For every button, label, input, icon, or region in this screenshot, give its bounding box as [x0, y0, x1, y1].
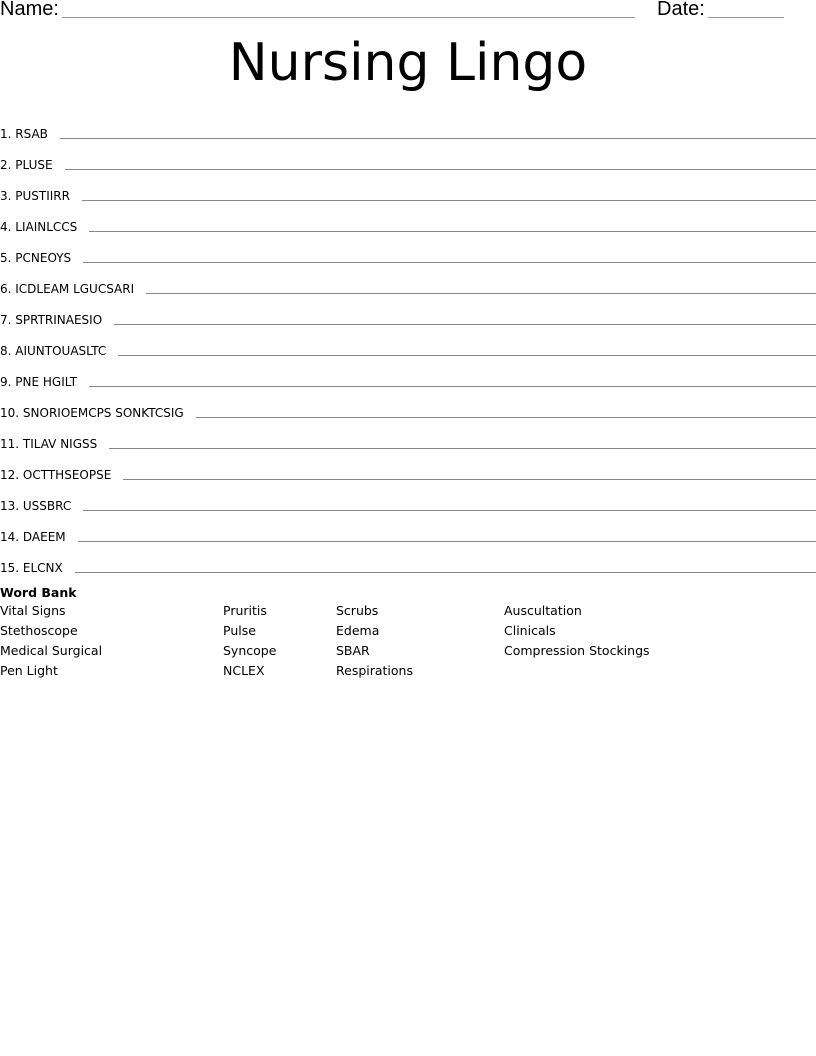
question-text: 4. LIAINLCCS — [0, 220, 78, 234]
word-bank-item: Syncope — [223, 643, 277, 658]
question-text: 3. PUSTIIRR — [0, 189, 70, 203]
question-text: 7. SPRTRINAESIO — [0, 313, 103, 327]
answer-line[interactable] — [60, 137, 816, 139]
word-bank-item: SBAR — [336, 643, 370, 658]
question-row — [0, 327, 816, 358]
word-bank-item — [504, 664, 704, 684]
word-bank-item: Vital Signs — [0, 603, 66, 618]
question-text: 2. PLUSE — [0, 158, 53, 172]
answer-line[interactable] — [89, 230, 816, 232]
word-bank-item: Clinicals — [504, 623, 556, 638]
word-bank — [0, 585, 816, 684]
question-row — [0, 141, 816, 172]
word-bank-item: Pen Light — [0, 663, 58, 678]
question-row — [0, 513, 816, 544]
question-row — [0, 265, 816, 296]
question-text: 1. RSAB — [0, 127, 48, 141]
answer-line[interactable] — [65, 168, 816, 170]
word-bank-title: Word Bank — [0, 585, 77, 600]
word-bank-item: Auscultation — [504, 603, 582, 618]
question-row — [0, 389, 816, 420]
question-text: 13. USSBRC — [0, 499, 72, 513]
answer-line[interactable] — [196, 416, 816, 418]
word-bank-item: Medical Surgical — [0, 643, 103, 658]
question-row — [0, 296, 816, 327]
question-row — [0, 234, 816, 265]
question-row — [0, 110, 816, 141]
word-bank-grid — [0, 604, 816, 684]
question-text: 11. TILAV NIGSS — [0, 437, 98, 451]
word-bank-item: Pulse — [223, 623, 256, 638]
word-bank-item: Edema — [336, 623, 380, 638]
question-text: 15. ELCNX — [0, 561, 63, 575]
word-bank-item: Respirations — [336, 663, 413, 678]
name-field-line[interactable] — [62, 17, 635, 18]
answer-line[interactable] — [118, 354, 816, 356]
question-row — [0, 420, 816, 451]
question-text: 5. PCNEOYS — [0, 251, 72, 265]
word-bank-item: Stethoscope — [0, 623, 78, 638]
answer-line[interactable] — [114, 323, 816, 325]
header-row — [0, 0, 816, 24]
answer-line[interactable] — [123, 478, 816, 480]
date-field-line[interactable] — [708, 17, 784, 18]
word-bank-item: Compression Stockings — [504, 643, 650, 658]
question-text: 8. AIUNTOUASLTC — [0, 344, 107, 358]
answer-line[interactable] — [89, 385, 816, 387]
answer-line[interactable] — [146, 292, 816, 294]
name-label: Name: — [0, 0, 59, 20]
answer-line[interactable] — [78, 540, 816, 542]
question-row — [0, 451, 816, 482]
question-text: 6. ICDLEAM LGUCSARI — [0, 282, 135, 296]
word-bank-item: Pruritis — [223, 603, 267, 618]
date-label: Date: — [657, 0, 705, 20]
question-text: 10. SNORIOEMCPS SONKTCSIG — [0, 406, 184, 420]
answer-line[interactable] — [82, 199, 816, 201]
word-bank-item: Scrubs — [336, 603, 379, 618]
answer-line[interactable] — [75, 571, 816, 573]
word-bank-item: NCLEX — [223, 663, 265, 678]
question-text: 14. DAEEM — [0, 530, 66, 544]
question-list — [0, 110, 816, 575]
question-row — [0, 358, 816, 389]
question-text: 9. PNE HGILT — [0, 375, 78, 389]
page-title: Nursing Lingo — [228, 33, 588, 93]
answer-line[interactable] — [109, 447, 816, 449]
question-row — [0, 544, 816, 575]
answer-line[interactable] — [83, 509, 816, 511]
question-row — [0, 203, 816, 234]
question-row — [0, 172, 816, 203]
answer-line[interactable] — [83, 261, 816, 263]
question-row — [0, 482, 816, 513]
question-text: 12. OCTTHSEOPSE — [0, 468, 112, 482]
